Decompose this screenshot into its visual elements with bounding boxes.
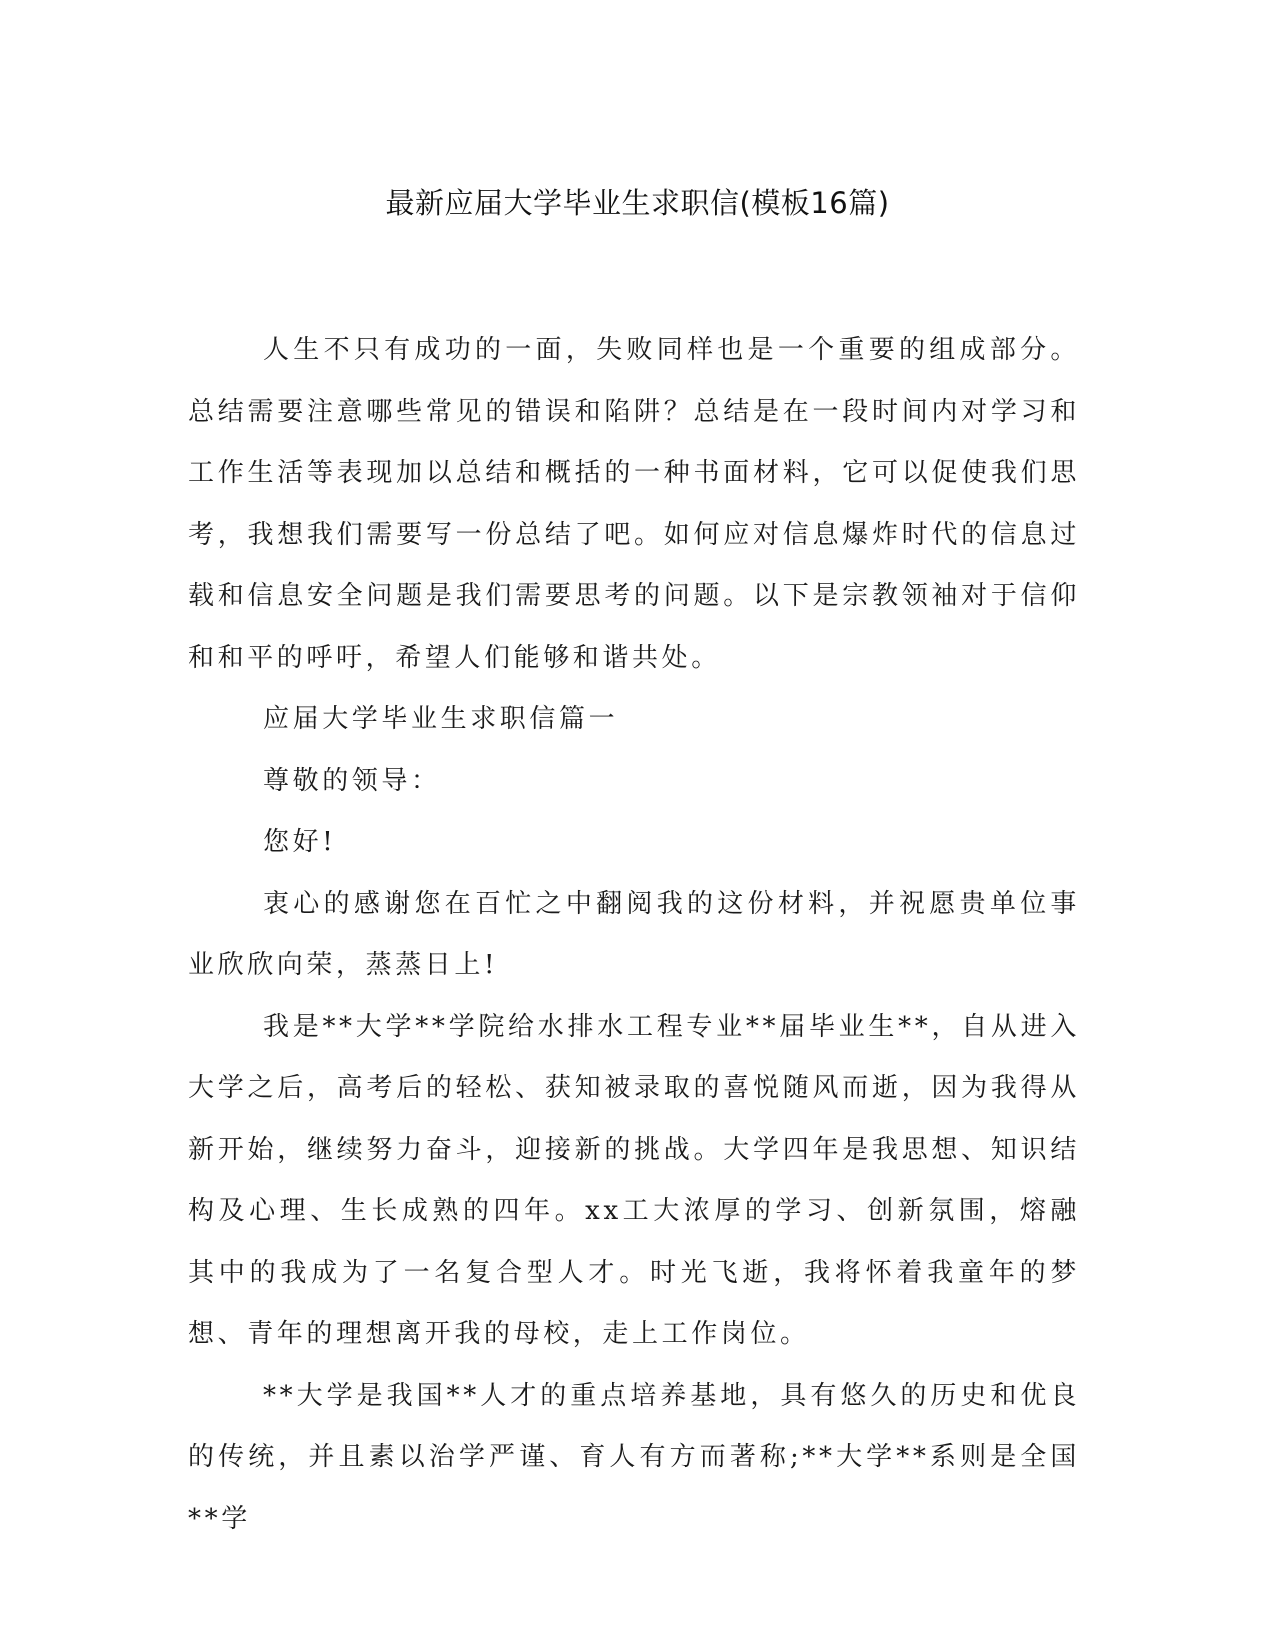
thanks-paragraph: 衷心的感谢您在百忙之中翻阅我的这份材料，并祝愿贵单位事业欣欣向荣，蒸蒸日上! <box>188 888 1080 980</box>
university-paragraph: **大学是我国**人才的重点培养基地，具有悠久的历史和优良的传统，并且素以治学严谨、育人有方而著称;**大学**系则是全国**学 <box>188 1380 1080 1534</box>
salutation: 尊敬的领导： <box>263 765 441 796</box>
section-heading: 应届大学毕业生求职信篇一 <box>263 704 619 734</box>
document-title: 最新应届大学毕业生求职信(模板16篇) <box>385 186 890 220</box>
greeting: 您好! <box>263 827 337 857</box>
document-body <box>188 320 1080 1550</box>
self-introduction-paragraph: 我是**大学**学院给水排水工程专业**届毕业生**，自从进入大学之后，高考后的轻松、获知被录取的喜悦随风而逝，因为我得从新开始，继续努力奋斗，迎接新的挑战。大学四年是我思想、知识结构及心理、生长成熟的四年。xx工大浓厚的学习、创新氛围，熔融其中的我成为了一名复合型人才。时光飞逝，我将怀着我童年的梦想、青年的理想离开我的母校，走上工作岗位。 <box>188 1011 1080 1349</box>
intro-paragraph: 人生不只有成功的一面，失败同样也是一个重要的组成部分。总结需要注意哪些常见的错误和陷阱？总结是在一段时间内对学习和工作生活等表现加以总结和概括的一种书面材料，它可以促使我们思考，我想我们需要写一份总结了吧。如何应对信息爆炸时代的信息过载和信息安全问题是我们需要思考的问题。以下是宗教领袖对于信仰和和平的呼吁，希望人们能够和谐共处。 <box>188 335 1080 673</box>
